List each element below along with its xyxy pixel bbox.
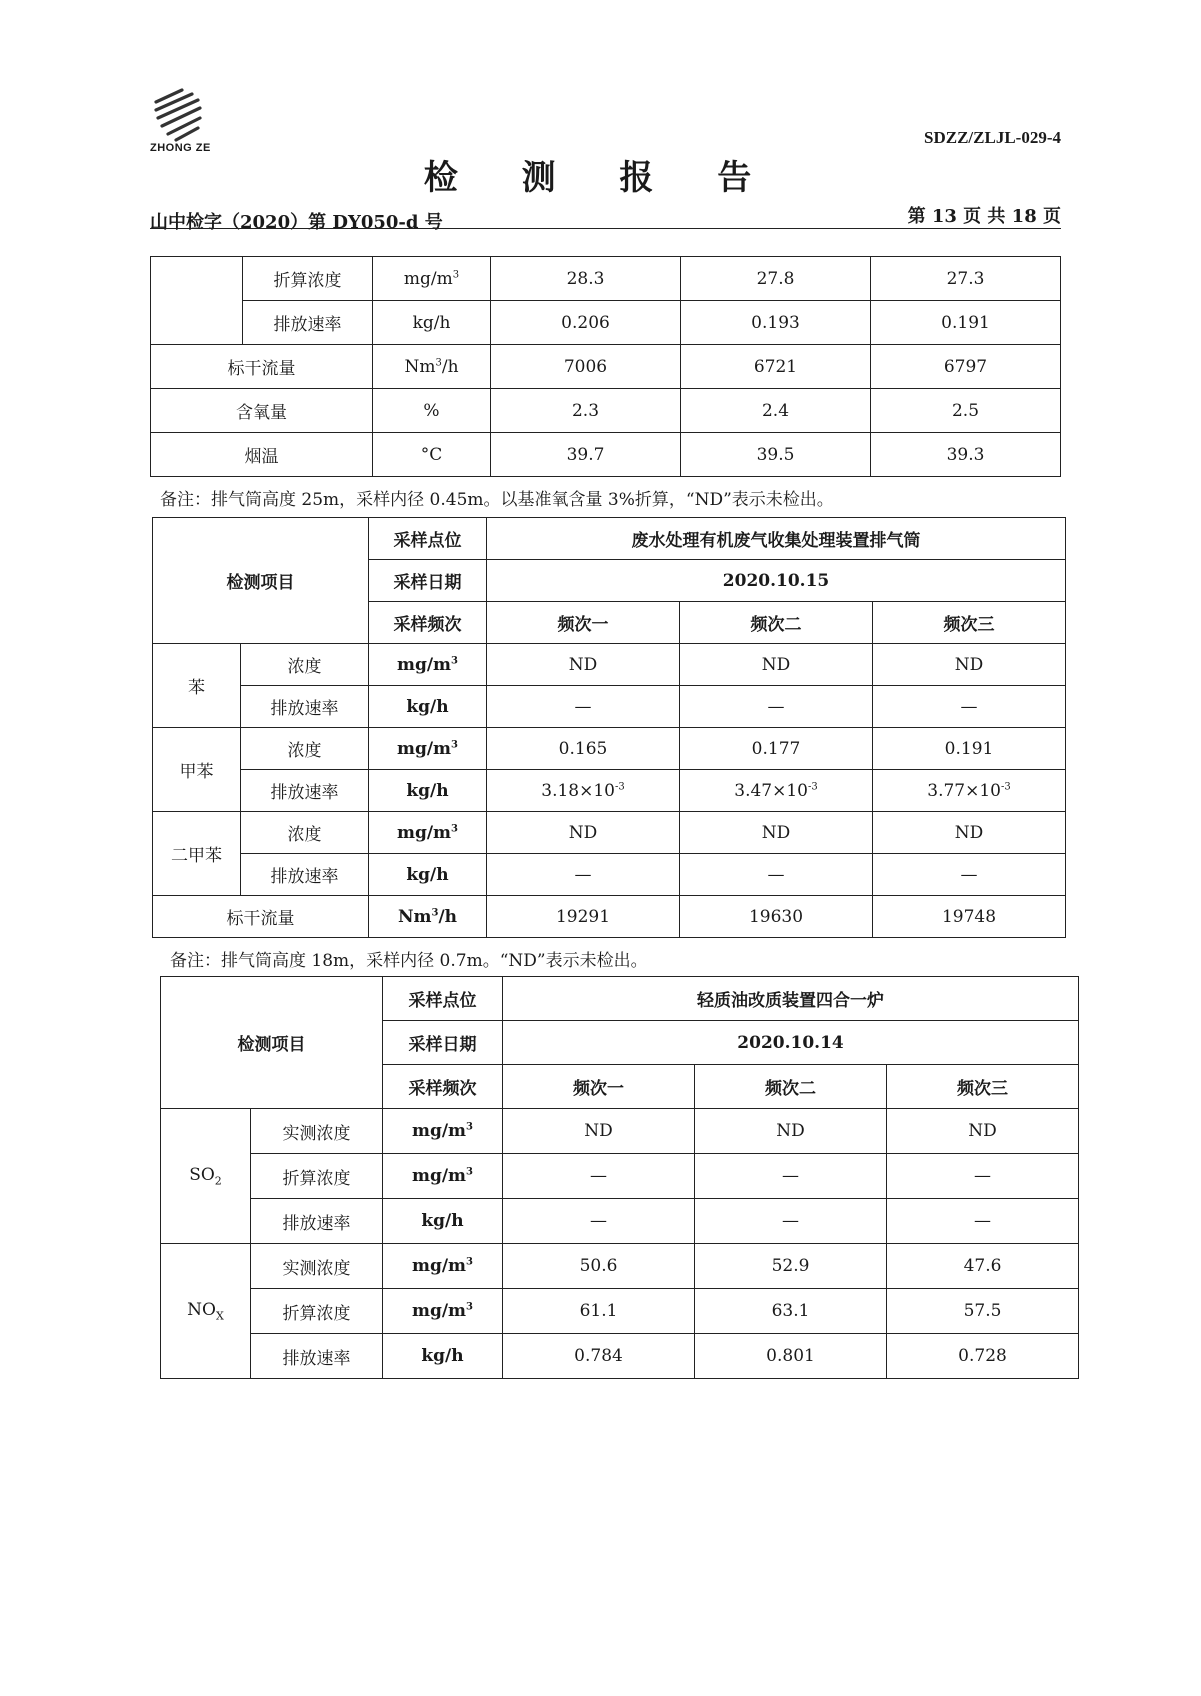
unit-text: mg/m (411, 1256, 467, 1276)
freq-header: 频次二 (680, 602, 873, 644)
value-cell (873, 770, 1066, 812)
unit-superscript: 3 (452, 268, 460, 280)
value-text: 19630 (748, 906, 804, 927)
unit-superscript: 3 (466, 1256, 474, 1268)
value-cell (887, 1199, 1079, 1244)
unit-superscript: 3 (466, 1301, 474, 1313)
unit-superscript: 3 (435, 356, 442, 368)
value-cell (871, 257, 1061, 301)
value-cell (873, 896, 1066, 938)
value-cell (871, 433, 1061, 477)
value-text: ND (584, 1121, 613, 1141)
value-cell (680, 644, 873, 686)
date-value: 2020.10.14 (503, 1021, 1079, 1065)
pollutant-text: 苯 (188, 678, 205, 698)
value-cell (680, 854, 873, 896)
table-row (151, 345, 1061, 389)
unit-text: kg/h (421, 1211, 464, 1231)
value-text: 63.1 (771, 1301, 810, 1321)
value-text: 6721 (753, 356, 798, 377)
value-cell (681, 345, 871, 389)
table-row (153, 686, 1066, 728)
item-label: 浓度 (241, 812, 369, 854)
unit-text: kg/h (406, 780, 449, 801)
header-divider (150, 228, 1061, 229)
table-row (153, 770, 1066, 812)
value-text: 7006 (563, 356, 608, 377)
value-exponent: -3 (614, 780, 625, 792)
value-text: 50.6 (579, 1256, 618, 1276)
value-cell (887, 1334, 1079, 1379)
table-row (161, 1154, 1079, 1199)
value-cell (695, 1289, 887, 1334)
site-label: 采样点位 (369, 518, 487, 560)
unit-text: Nm (404, 356, 436, 377)
value-text: — (590, 1211, 607, 1231)
value-cell (487, 896, 680, 938)
value-cell (503, 1109, 695, 1154)
value-text: 3.47×10 (734, 780, 808, 801)
value-text: ND (776, 1121, 805, 1141)
value-text: 2.5 (951, 400, 980, 421)
value-text: — (974, 1211, 992, 1231)
pollutant-name (161, 1109, 251, 1244)
page-number: 第 13 页 共 18 页 (907, 206, 1061, 227)
value-cell (873, 812, 1066, 854)
unit-cell (383, 1109, 503, 1154)
value-text: 27.3 (946, 268, 985, 289)
freq-header: 频次一 (487, 602, 680, 644)
item-label: 标干流量 (151, 345, 373, 389)
pollutant-name (161, 1244, 251, 1379)
unit-text: % (423, 400, 440, 421)
value-text: 3.77×10 (927, 780, 1001, 801)
value-text: ND (954, 654, 984, 675)
unit-cell (383, 1289, 503, 1334)
item-label: 折算浓度 (251, 1154, 383, 1199)
table-row (153, 812, 1066, 854)
site-value: 废水处理有机废气收集处理装置排气筒 (487, 518, 1066, 560)
table-row (153, 896, 1066, 938)
item-label: 浓度 (241, 644, 369, 686)
value-cell (491, 257, 681, 301)
value-text: — (782, 1166, 799, 1186)
value-text: — (574, 864, 592, 885)
value-cell (695, 1154, 887, 1199)
value-text: 0.784 (574, 1346, 623, 1366)
document-code: SDZZ/ZLJL-029-4 (924, 128, 1061, 147)
freq-label: 采样频次 (383, 1065, 503, 1109)
value-text: ND (968, 1121, 997, 1141)
header-row (153, 518, 1066, 560)
unit-cell (373, 345, 491, 389)
item-header: 检测项目 (153, 518, 369, 644)
item-label: 折算浓度 (243, 257, 373, 301)
value-text: — (590, 1166, 607, 1186)
value-text: — (767, 696, 785, 717)
freq-header: 频次三 (887, 1065, 1079, 1109)
value-cell (503, 1154, 695, 1199)
unit-cell (369, 686, 487, 728)
pollutant-text: 二甲苯 (171, 846, 222, 866)
value-text: 0.191 (944, 738, 994, 759)
unit-superscript: 3 (451, 738, 459, 750)
group-cell (151, 257, 243, 345)
table-row (161, 1109, 1079, 1154)
value-text: ND (761, 822, 791, 843)
value-text: ND (568, 654, 598, 675)
value-text: — (574, 696, 592, 717)
page-title: 检 测 报 告 (423, 158, 778, 198)
unit-text: kg/h (406, 864, 449, 885)
value-cell (871, 345, 1061, 389)
value-cell (487, 686, 680, 728)
pollutant-text: 甲苯 (179, 762, 214, 782)
date-label: 采样日期 (369, 560, 487, 602)
item-label: 标干流量 (153, 896, 369, 938)
value-cell (695, 1244, 887, 1289)
item-label: 折算浓度 (251, 1289, 383, 1334)
table-row (161, 1334, 1079, 1379)
value-cell (680, 812, 873, 854)
site-value: 轻质油改质装置四合一炉 (503, 977, 1079, 1021)
unit-cell (369, 896, 487, 938)
value-cell (887, 1154, 1079, 1199)
value-cell (491, 433, 681, 477)
value-cell (871, 301, 1061, 345)
value-text: 2.3 (571, 400, 600, 421)
value-cell (491, 301, 681, 345)
unit-cell (369, 770, 487, 812)
pollutant-text: SO (189, 1164, 215, 1185)
value-exponent: -3 (807, 780, 818, 792)
unit-cell (369, 854, 487, 896)
value-text: 39.7 (566, 444, 605, 465)
value-text: 0.193 (751, 312, 800, 333)
results-table-2 (152, 517, 1066, 938)
value-text: — (960, 864, 978, 885)
item-label: 烟温 (151, 433, 373, 477)
value-cell (695, 1109, 887, 1154)
table-row (153, 854, 1066, 896)
table-row (153, 644, 1066, 686)
unit-superscript: 3 (466, 1121, 474, 1133)
date-value: 2020.10.15 (487, 560, 1066, 602)
value-text: 6797 (943, 356, 988, 377)
unit-text: kg/h (421, 1346, 464, 1366)
item-label: 排放速率 (251, 1334, 383, 1379)
value-text: 19291 (555, 906, 611, 927)
value-cell (681, 257, 871, 301)
value-text: — (960, 696, 978, 717)
unit-text: mg/m (411, 1301, 467, 1321)
unit-text: mg/m (396, 822, 452, 843)
table-row (161, 1289, 1079, 1334)
table-row (153, 728, 1066, 770)
note-1: 备注：排气筒高度 25m，采样内径 0.45m。以基准氧含量 3%折算，“ND”表示未检出。 (160, 490, 834, 510)
item-label: 含氧量 (151, 389, 373, 433)
value-cell (680, 728, 873, 770)
value-text: — (767, 864, 785, 885)
unit-cell (369, 644, 487, 686)
results-table-3 (160, 976, 1079, 1379)
site-label: 采样点位 (383, 977, 503, 1021)
value-cell (887, 1289, 1079, 1334)
item-label: 实测浓度 (251, 1109, 383, 1154)
unit-cell (383, 1334, 503, 1379)
item-label: 浓度 (241, 728, 369, 770)
pollutant-name (153, 812, 241, 896)
pollutant-name (153, 728, 241, 812)
unit-tail: /h (438, 906, 458, 927)
value-cell (873, 854, 1066, 896)
value-cell (873, 644, 1066, 686)
unit-text: kg/h (406, 696, 449, 717)
value-text: ND (568, 822, 598, 843)
value-cell (487, 854, 680, 896)
value-text: 47.6 (963, 1256, 1002, 1276)
unit-cell (373, 433, 491, 477)
value-text: 0.801 (766, 1346, 815, 1366)
unit-cell (373, 257, 491, 301)
freq-header: 频次一 (503, 1065, 695, 1109)
item-label: 排放速率 (241, 770, 369, 812)
unit-text: Nm (397, 906, 432, 927)
unit-cell (383, 1154, 503, 1199)
unit-tail: /h (441, 356, 459, 377)
value-cell (680, 686, 873, 728)
value-text: 57.5 (963, 1301, 1002, 1321)
value-text: 39.3 (946, 444, 985, 465)
item-label: 排放速率 (251, 1199, 383, 1244)
value-cell (681, 301, 871, 345)
table-row (151, 257, 1061, 301)
results-table-1 (150, 256, 1061, 477)
value-text: 0.165 (558, 738, 608, 759)
pollutant-subscript: 2 (214, 1174, 222, 1188)
unit-cell (383, 1244, 503, 1289)
value-text: 28.3 (566, 268, 605, 289)
value-cell (695, 1199, 887, 1244)
table-row (151, 433, 1061, 477)
value-cell (487, 728, 680, 770)
value-cell (873, 728, 1066, 770)
value-text: 2.4 (761, 400, 790, 421)
header-row (161, 977, 1079, 1021)
freq-header: 频次二 (695, 1065, 887, 1109)
unit-text: mg/m (403, 268, 453, 289)
value-cell (503, 1289, 695, 1334)
value-cell (503, 1334, 695, 1379)
value-text: 19748 (941, 906, 997, 927)
date-label: 采样日期 (383, 1021, 503, 1065)
value-cell (887, 1244, 1079, 1289)
table-row (161, 1244, 1079, 1289)
pollutant-name (153, 644, 241, 728)
unit-text: mg/m (396, 654, 452, 675)
value-cell (680, 896, 873, 938)
item-label: 实测浓度 (251, 1244, 383, 1289)
pollutant-subscript: X (215, 1309, 224, 1323)
unit-superscript: 3 (451, 822, 459, 834)
freq-header: 频次三 (873, 602, 1066, 644)
value-text: 39.5 (756, 444, 795, 465)
unit-superscript: 3 (431, 906, 439, 918)
value-text: 52.9 (771, 1256, 810, 1276)
unit-cell (373, 389, 491, 433)
value-cell (487, 644, 680, 686)
unit-cell (373, 301, 491, 345)
value-text: 3.18×10 (541, 780, 615, 801)
value-cell (487, 770, 680, 812)
value-text: 27.8 (756, 268, 795, 289)
unit-text: mg/m (411, 1121, 467, 1141)
unit-text: kg/h (412, 312, 451, 333)
value-cell (680, 770, 873, 812)
value-text: ND (954, 822, 984, 843)
unit-cell (369, 728, 487, 770)
table-row (151, 389, 1061, 433)
logo-text: ZHONG ZE (150, 142, 211, 154)
value-cell (503, 1199, 695, 1244)
freq-label: 采样频次 (369, 602, 487, 644)
value-text: 61.1 (579, 1301, 618, 1321)
value-text: 0.206 (561, 312, 610, 333)
item-label: 排放速率 (241, 854, 369, 896)
unit-superscript: 3 (466, 1166, 474, 1178)
pollutant-text: NO (187, 1299, 216, 1320)
table-row (151, 301, 1061, 345)
value-cell (873, 686, 1066, 728)
item-label: 排放速率 (241, 686, 369, 728)
value-text: — (782, 1211, 799, 1231)
unit-text: mg/m (411, 1166, 467, 1186)
value-text: ND (761, 654, 791, 675)
value-cell (681, 433, 871, 477)
value-cell (491, 389, 681, 433)
value-cell (491, 345, 681, 389)
value-cell (871, 389, 1061, 433)
unit-superscript: 3 (451, 654, 459, 666)
value-exponent: -3 (1001, 780, 1011, 792)
value-cell (681, 389, 871, 433)
value-text: 0.177 (751, 738, 801, 759)
item-label: 排放速率 (243, 301, 373, 345)
report-number: 山中检字（2020）第 DY050-d 号 (150, 212, 443, 233)
value-text: 0.191 (941, 312, 990, 333)
unit-text: mg/m (396, 738, 452, 759)
item-header: 检测项目 (161, 977, 383, 1109)
value-text: 0.728 (958, 1346, 1007, 1366)
unit-text: °C (420, 444, 443, 465)
value-text: — (974, 1166, 992, 1186)
unit-cell (383, 1199, 503, 1244)
value-cell (887, 1109, 1079, 1154)
note-2: 备注：排气筒高度 18m，采样内径 0.7m。“ND”表示未检出。 (170, 951, 648, 971)
value-cell (695, 1334, 887, 1379)
value-cell (487, 812, 680, 854)
table-row (161, 1199, 1079, 1244)
value-cell (503, 1244, 695, 1289)
unit-cell (369, 812, 487, 854)
